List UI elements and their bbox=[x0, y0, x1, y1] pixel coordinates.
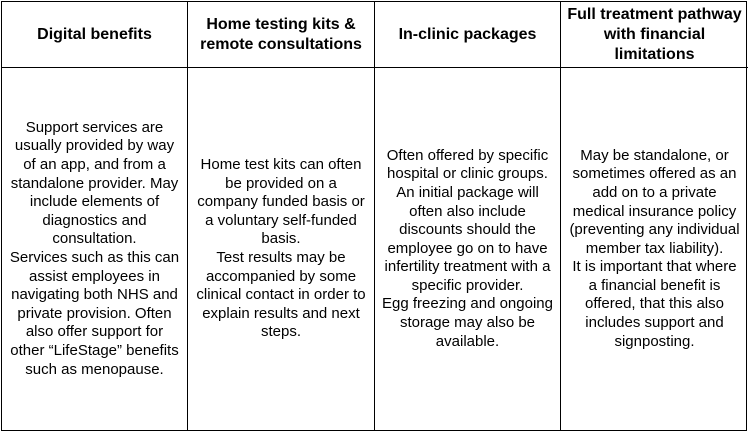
header-home-testing bbox=[188, 2, 375, 68]
cell-home-testing bbox=[188, 68, 375, 430]
cell-text: Support services are usually provided by way of an app, and from a standalone provider. May include elements of diagnostics and consultation. Services such as this can assist employees in navigating both NHS and private provision. Often also offer support for other “LifeStage” benefits such as menopause. bbox=[9, 118, 180, 378]
header-label: Home testing kits & remote consultations bbox=[200, 15, 362, 53]
cell-text: Home test kits can often be provided on a company funded basis or a voluntary self-funded basis. Test results may be accompanied by some clinical contact in order to explain results and next steps. bbox=[196, 156, 366, 341]
cell-digital-benefits bbox=[2, 68, 188, 430]
cell-in-clinic bbox=[375, 68, 561, 430]
header-full-treatment bbox=[561, 2, 748, 68]
header-in-clinic bbox=[375, 2, 561, 68]
cell-full-treatment bbox=[561, 68, 748, 430]
cell-text: Often offered by specific hospital or clinic groups. An initial package will often also include discounts should the employee go on to have infertility treatment with a specific provider. Egg freezing and ongoing storage may also be available. bbox=[382, 146, 553, 350]
benefits-comparison-table bbox=[1, 1, 747, 431]
cell-text: May be standalone, or sometimes offered as an add on to a private medical insurance policy (preventing any individual member tax liability). It is important that where a financial benefit is offered, that this also includes support and signposting. bbox=[569, 146, 740, 350]
header-label: Digital benefits bbox=[37, 25, 152, 43]
header-label: In-clinic packages bbox=[398, 25, 537, 43]
header-digital-benefits bbox=[2, 2, 188, 68]
header-label: Full treatment pathway with financial limitations bbox=[567, 5, 742, 63]
